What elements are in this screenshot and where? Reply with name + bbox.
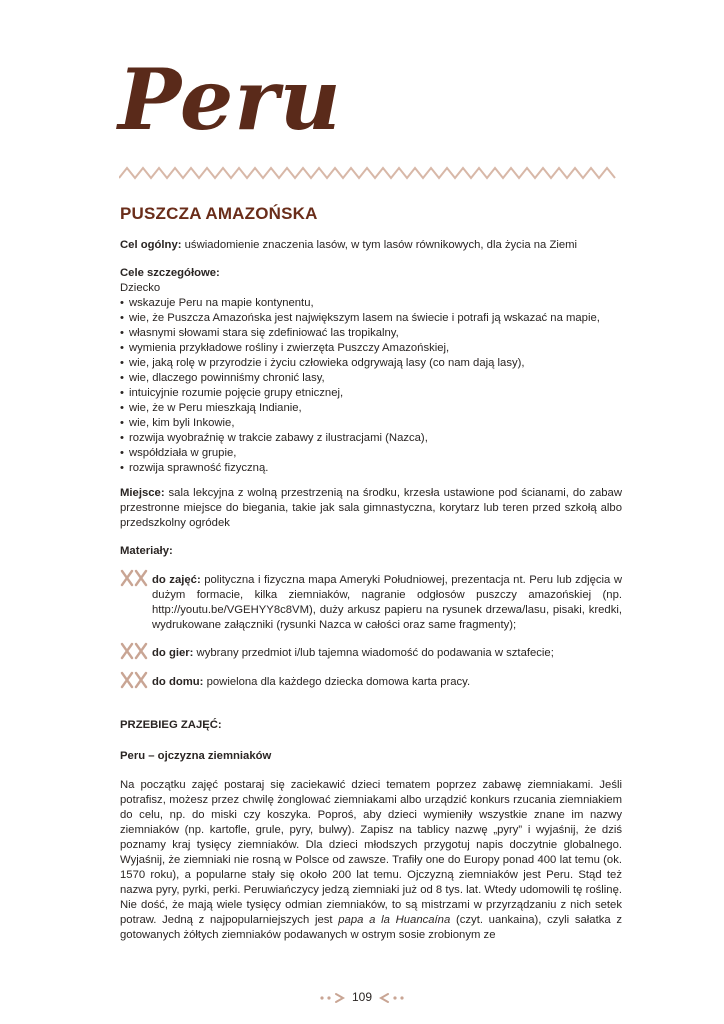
list-item: • wie, że Puszcza Amazońska jest największym lasem na świecie i potrafi ją wskazać na mapie, bbox=[120, 311, 622, 326]
body-text: Na początku zajęć postaraj się zaciekawić dzieci tematem poprzez zabawę ziemniakami. Jeśli potrafisz, możesz przez chwilę żonglować ziemniakami albo urządzić konkurs rzucania ziemniakiem do celu, np. do miski czy koszyka. Poproś, aby dzieci wymieniły wszystkie znane im nazwy ziemniaków (np. kartofle, grule, pyry, bulwy). Zapisz na tablicy nazwę „pyry” i wyjaśnij, że dziś poznamy kraj tysięcy ziemniaków. Dla dzieci młodszych przygotuj napis doczytnie globalnego. Wyjaśnij, że ziemniaki nie rosną w Polsce od zawsze. Trafiły one do Europy ponad 400 lat temu (ok. 1570 roku), a popularne stały się około 200 lat temu. Ojczyzną ziemniaków jest Peru. Stąd też nazwa pyry, pyrki, perki. Peruwiańczycy jedzą ziemniaki już od 8 tys. lat. Wtedy udomowili tę roślinę. Nie dość, że mają wiele tysięcy odmian ziemniaków, to są mistrzami w przyrządzaniu z nich setek potraw. Jedną z najpopularniejszych jest bbox=[120, 779, 622, 926]
materials-item bbox=[120, 646, 622, 661]
list-item: • wie, że w Peru mieszkają Indianie, bbox=[120, 401, 622, 416]
materials-item-label: do zajęć: bbox=[152, 574, 201, 586]
specific-goals-list bbox=[120, 296, 622, 476]
materials-item-label: do domu: bbox=[152, 676, 204, 688]
specific-goals-intro: Dziecko bbox=[120, 282, 161, 294]
cross-stitch-icon bbox=[120, 569, 148, 587]
materials-item bbox=[120, 675, 622, 690]
course-heading: PRZEBIEG ZAJĘĆ: bbox=[120, 719, 222, 731]
list-item: • rozwija sprawność fizyczną. bbox=[120, 461, 622, 476]
place bbox=[120, 486, 622, 531]
general-goal-text: uświadomienie znaczenia lasów, w tym lasów równikowych, dla życia na Ziemi bbox=[181, 239, 578, 251]
dish-name: papa a la Huancaína bbox=[338, 914, 451, 926]
cross-stitch-icon bbox=[120, 642, 148, 660]
list-item: • wie, kim byli Inkowie, bbox=[120, 416, 622, 431]
place-label: Miejsce: bbox=[120, 487, 165, 499]
list-item: • rozwija wyobraźnię w trakcie zabawy z ilustracjami (Nazca), bbox=[120, 431, 622, 446]
list-item: • wymienia przykładowe rośliny i zwierzęta Puszczy Amazońskiej, bbox=[120, 341, 622, 356]
materials-item-text: powielona dla każdego dziecka domowa karta pracy. bbox=[203, 676, 471, 688]
body-text-end: (czyt. uankaina), czyli sałatka z gotowanych żółtych ziemniaków podawanych w ostrym sosie zrobionym ze bbox=[120, 914, 623, 941]
section-title: PUSZCZA AMAZOŃSKA bbox=[120, 204, 318, 223]
list-item: • wie, jaką rolę w przyrodzie i życiu człowieka odgrywają lasy (co nam dają lasy), bbox=[120, 356, 622, 371]
list-item: • wie, dlaczego powinniśmy chronić lasy, bbox=[120, 371, 622, 386]
list-item: • wskazuje Peru na mapie kontynentu, bbox=[120, 296, 622, 311]
materials-item-label: do gier: bbox=[152, 647, 194, 659]
materials-item-text: polityczna i fizyczna mapa Ameryki Południowej, prezentacja nt. Peru lub zdjęcia w dużym formacie, kilka ziemniaków, nagranie odgłosów puszczy amazońskiej (np. http://youtu.be/VGEHYY8c8VM), duży arkusz papieru na rysunek drzewa/lasu, pisaki, kredki, wydrukowane załączniki (rysunki Nazca w całości oraz same fragmenty); bbox=[152, 574, 622, 631]
specific-goals bbox=[120, 266, 622, 476]
materials-item bbox=[120, 573, 622, 633]
place-text: sala lekcyjna z wolną przestrzenią na środku, krzesła ustawione pod ścianami, do zabaw przestronne miejsce do biegania, takie jak sala gimnastyczna, korytarz lub teren przed szkołą albo przedszkolny ogródek bbox=[120, 487, 622, 529]
page-number: 109 bbox=[351, 990, 373, 1004]
body-paragraph bbox=[120, 778, 622, 943]
subheading: Peru – ojczyzna ziemniaków bbox=[120, 750, 272, 762]
page-footer bbox=[0, 990, 724, 1004]
materials-item-text: wybrany przedmiot i/lub tajemna wiadomość do podawania w sztafecie; bbox=[193, 647, 554, 659]
list-item: • intuicyjnie rozumie pojęcie grupy etnicznej, bbox=[120, 386, 622, 401]
list-item: • własnymi słowami stara się zdefiniować las tropikalny, bbox=[120, 326, 622, 341]
cross-stitch-icon bbox=[120, 671, 148, 689]
left-ornament-icon bbox=[319, 992, 349, 1004]
zigzag-divider bbox=[119, 165, 621, 181]
materials-label: Materiały: bbox=[120, 545, 173, 557]
page-title: Peru bbox=[118, 50, 342, 149]
general-goal bbox=[120, 238, 622, 253]
specific-goals-label: Cele szczegółowe: bbox=[120, 267, 220, 279]
list-item: • współdziała w grupie, bbox=[120, 446, 622, 461]
general-goal-label: Cel ogólny: bbox=[120, 239, 182, 251]
right-ornament-icon bbox=[375, 992, 405, 1004]
